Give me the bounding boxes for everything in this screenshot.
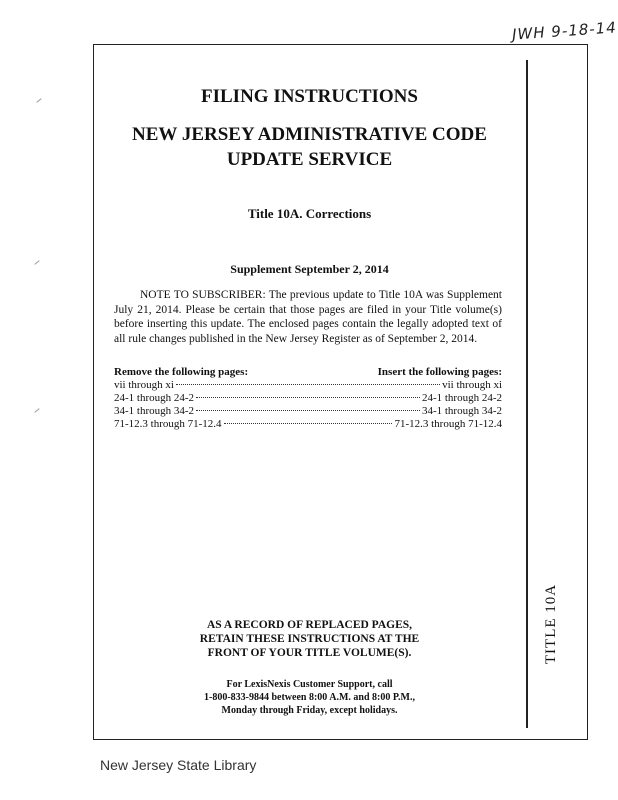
- spine-label: TITLE 10A: [543, 583, 559, 665]
- table-row: [114, 405, 502, 418]
- remove-pages: vii through xi: [114, 379, 174, 391]
- code-title-line2: UPDATE SERVICE: [226, 149, 393, 170]
- remove-pages: 34-1 through 34-2: [114, 405, 195, 417]
- spine-divider: [526, 60, 528, 728]
- record-line: RETAIN THESE INSTRUCTIONS AT THE: [199, 633, 420, 645]
- table-row: [114, 392, 502, 405]
- title-subtitle: Title 10A. Corrections: [247, 206, 372, 221]
- table-row: [114, 379, 502, 392]
- dot-leader: [176, 384, 440, 385]
- record-line: AS A RECORD OF REPLACED PAGES,: [206, 619, 413, 631]
- supplement-date: Supplement September 2, 2014: [230, 262, 389, 276]
- insert-header: Insert the following pages:: [377, 366, 502, 378]
- code-title-line1: NEW JERSEY ADMINISTRATIVE CODE: [132, 124, 487, 145]
- insert-pages: vii through xi: [442, 379, 502, 391]
- support-line: Monday through Friday, except holidays.: [221, 705, 398, 716]
- support-line: For LexisNexis Customer Support, call: [226, 679, 393, 690]
- page-heading: FILING INSTRUCTIONS: [201, 86, 418, 107]
- insert-pages: 34-1 through 34-2: [421, 405, 502, 417]
- remove-pages: 24-1 through 24-2: [114, 392, 195, 404]
- customer-support: [93, 678, 526, 717]
- handwritten-annotation: JWH 9-18-14: [511, 18, 618, 44]
- scan-mark: [34, 408, 39, 413]
- support-line: 1-800-833-9844 between 8:00 A.M. and 8:00 P.M.,: [203, 692, 415, 703]
- table-row: [114, 418, 502, 431]
- pages-table: [114, 366, 502, 431]
- scan-mark: [36, 98, 41, 103]
- pages-header: [114, 366, 502, 379]
- remove-header: Remove the following pages:: [114, 366, 249, 378]
- library-stamp: New Jersey State Library: [100, 757, 257, 773]
- record-line: FRONT OF YOUR TITLE VOLUME(S).: [207, 647, 412, 659]
- insert-pages: 71-12.3 through 71-12.4: [394, 418, 502, 430]
- dot-leader: [196, 397, 420, 398]
- subscriber-note: NOTE TO SUBSCRIBER: The previous update to Title 10A was Supplement July 21, 2014. Please be certain that those pages are filed in your Title volume(s) before inserting this update. The enclosed pages contain the legally adopted text of all rule changes published in the New Jersey Register as of September 2, 2014.: [114, 289, 502, 345]
- dot-leader: [224, 423, 393, 424]
- record-notice: [93, 618, 526, 660]
- scan-mark: [34, 260, 39, 265]
- insert-pages: 24-1 through 24-2: [421, 392, 502, 404]
- remove-pages: 71-12.3 through 71-12.4: [114, 418, 222, 430]
- dot-leader: [196, 410, 420, 411]
